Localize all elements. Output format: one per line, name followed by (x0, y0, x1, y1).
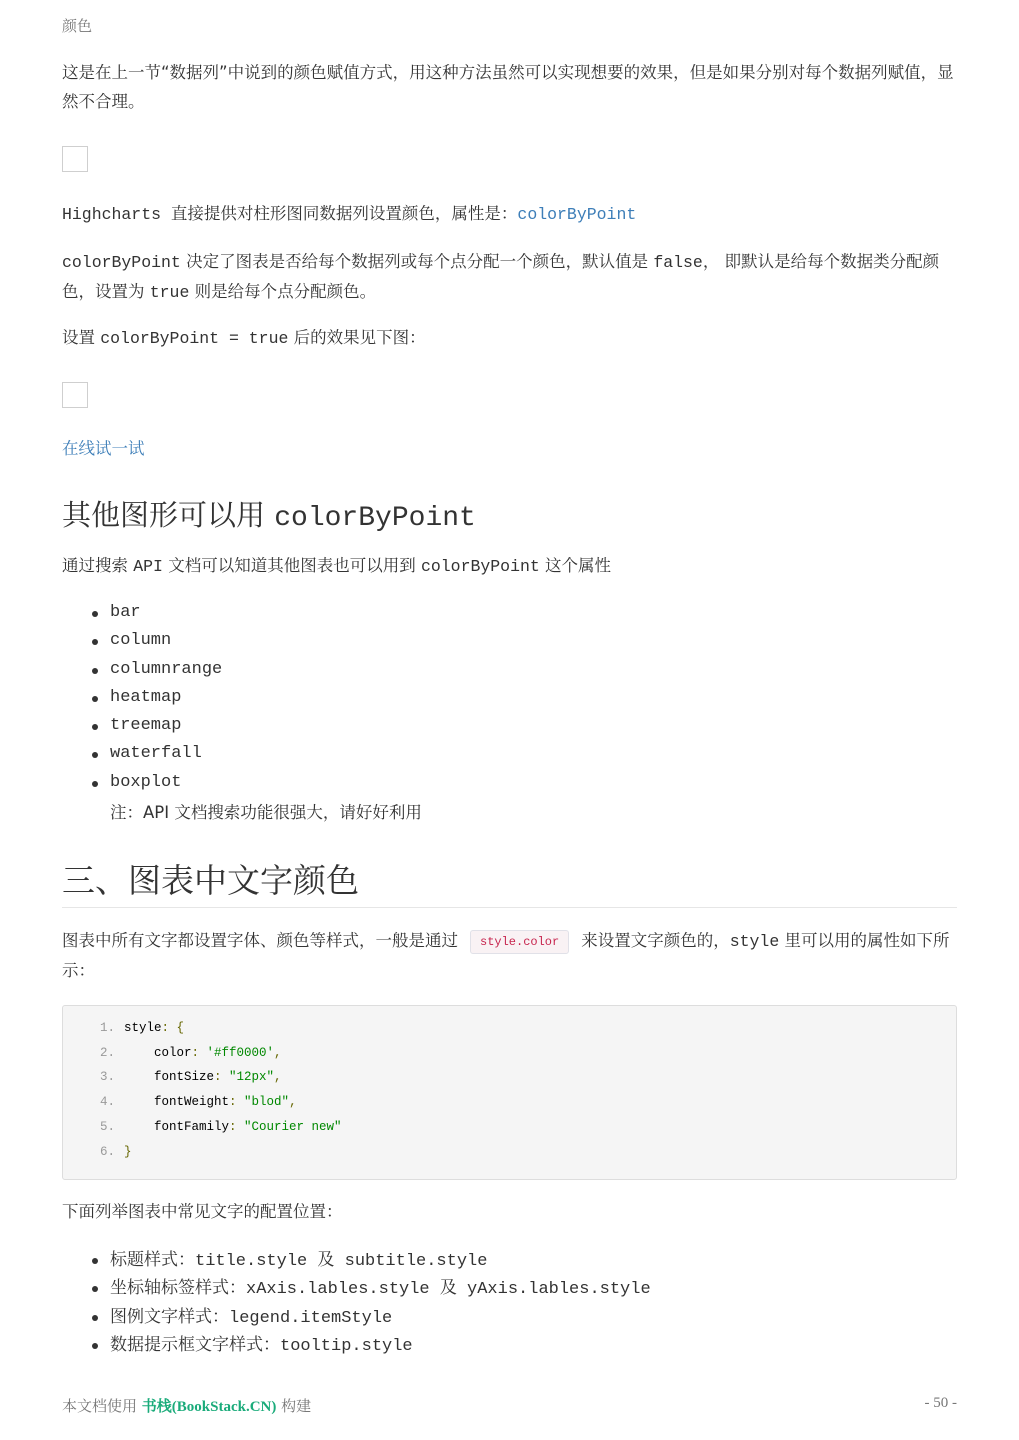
code-key: style (124, 1021, 162, 1035)
line-number: 4. (99, 1095, 115, 1110)
code-string: '#ff0000' (206, 1045, 275, 1060)
paragraph-text: 文档可以知道其他图表也可以用到 (162, 556, 421, 575)
item-label: 坐标轴标签样式： (110, 1278, 246, 1299)
paragraph-text: 后的效果见下图： (288, 328, 426, 347)
code-string: "blod" (244, 1095, 290, 1110)
code-text: colorByPoint = true (100, 329, 289, 348)
code-punct: { (176, 1021, 185, 1035)
code-line (63, 1065, 282, 1090)
footer (62, 1395, 311, 1416)
item-label: 标题样式： (110, 1250, 195, 1270)
code-text: style (729, 932, 780, 951)
code-line (63, 1041, 282, 1066)
code-string: "Courier new" (244, 1119, 342, 1134)
footer-text: 本文档使用 (62, 1397, 142, 1415)
broken-image-placeholder (62, 382, 88, 408)
paragraph-text: 来设置文字颜色的， (581, 931, 730, 950)
style-paragraph (62, 926, 957, 985)
item-code: tooltip.style (280, 1336, 413, 1356)
code-punct: : (229, 1095, 245, 1110)
list-item (62, 1331, 651, 1359)
line-number: 1. (99, 1021, 115, 1035)
code-key: fontWeight (124, 1095, 230, 1110)
code-punct: : (229, 1119, 245, 1134)
line-number: 2. (99, 1045, 115, 1060)
code-key: color (124, 1045, 192, 1060)
heading-code: colorByPoint (274, 503, 476, 534)
line-number: 6. (99, 1144, 115, 1159)
colorbypoint-link[interactable]: colorByPoint (517, 205, 637, 224)
item-label: 数据提示框文字样式： (110, 1334, 280, 1355)
list-item (62, 1274, 651, 1302)
code-punct: : (161, 1021, 177, 1035)
code-line (63, 1090, 297, 1115)
setting-paragraph (62, 323, 957, 353)
code-string: "12px" (229, 1070, 275, 1085)
list-item (62, 1246, 651, 1274)
paragraph-text: 图表中所有文字都设置字体、颜色等样式，一般是通过 (62, 931, 458, 950)
paragraph-text: 通过搜索 (62, 556, 134, 575)
item-label: 图例文字样式： (110, 1306, 229, 1327)
code-block (62, 1005, 957, 1180)
code-key: fontFamily (124, 1119, 230, 1134)
code-line (63, 1115, 342, 1140)
code-punct: , (274, 1070, 282, 1085)
line-number: 3. (99, 1070, 115, 1085)
code-key: fontSize (124, 1070, 215, 1085)
code-line (63, 1016, 184, 1041)
paragraph-text: ， 即默认是给每个数据类分配颜色，设置为 (62, 252, 940, 301)
try-online-link[interactable]: 在线试一试 (62, 439, 145, 458)
broken-image-placeholder (62, 146, 88, 172)
paragraph-text: Highcharts 直接提供对柱形图同数据列设置颜色，属性是： (62, 205, 518, 224)
list-item: treemap (62, 712, 222, 740)
code-punct: : (191, 1045, 207, 1060)
section-heading-large: 三、图表中文字颜色 (62, 861, 359, 900)
list-item: waterfall (62, 740, 222, 768)
chart-type-list (62, 599, 222, 797)
section-heading (62, 493, 476, 534)
list-item: bar (62, 599, 222, 627)
heading-divider (62, 907, 957, 908)
list-item: boxplot (62, 769, 222, 797)
list-item: columnrange (62, 656, 222, 684)
paragraph-text: 这个属性 (539, 556, 612, 575)
code-punct: : (214, 1070, 230, 1085)
code-text: false (653, 253, 703, 272)
colorbypoint-description (62, 247, 957, 307)
style-location-list (62, 1246, 651, 1359)
code-line (63, 1140, 132, 1165)
paragraph-text: 则是给每个点分配颜色。 (189, 282, 377, 301)
paragraph-text: 设置 (62, 328, 101, 347)
list-item: heatmap (62, 684, 222, 712)
code-text: true (149, 283, 190, 302)
bookstack-link[interactable]: 书栈(BookStack.CN) (141, 1399, 277, 1415)
code-punct: , (289, 1095, 297, 1110)
code-punct: } (124, 1144, 132, 1159)
intro-paragraph: 这是在上一节“数据列”中说到的颜色赋值方式，用这种方法虽然可以实现想要的效果，但是如果分别对每个数据列赋值，显然不合理。 (62, 63, 954, 111)
inline-code: style.color (470, 930, 569, 954)
colorbypoint-paragraph (62, 199, 957, 229)
paragraph-text: 决定了图表是否给每个数据列或每个点分配一个颜色，默认值是 (180, 252, 654, 271)
code-text: colorByPoint (62, 253, 181, 272)
code-punct: , (274, 1045, 282, 1060)
page-number: - 50 - (924, 1395, 957, 1411)
line-number: 5. (99, 1119, 115, 1134)
footer-text: 构建 (276, 1397, 312, 1415)
item-code: xAxis.lables.style 及 yAxis.lables.style (246, 1280, 651, 1300)
api-note: 注：API 文档搜索功能很强大，请好好利用 (110, 803, 422, 822)
code-text: colorByPoint (420, 557, 540, 576)
list-intro: 下面列举图表中常见文字的配置位置： (62, 1202, 343, 1221)
item-code: legend.itemStyle (229, 1308, 393, 1328)
list-item (62, 1303, 651, 1331)
item-code: title.style 及 subtitle.style (195, 1252, 488, 1271)
code-text: API (133, 557, 163, 576)
heading-text: 其他图形可以用 (62, 498, 275, 532)
paragraph-text: 里可以用的属性如下所示： (62, 931, 950, 980)
list-item: column (62, 627, 222, 655)
api-paragraph (62, 551, 957, 581)
section-header: 颜色 (62, 17, 93, 35)
